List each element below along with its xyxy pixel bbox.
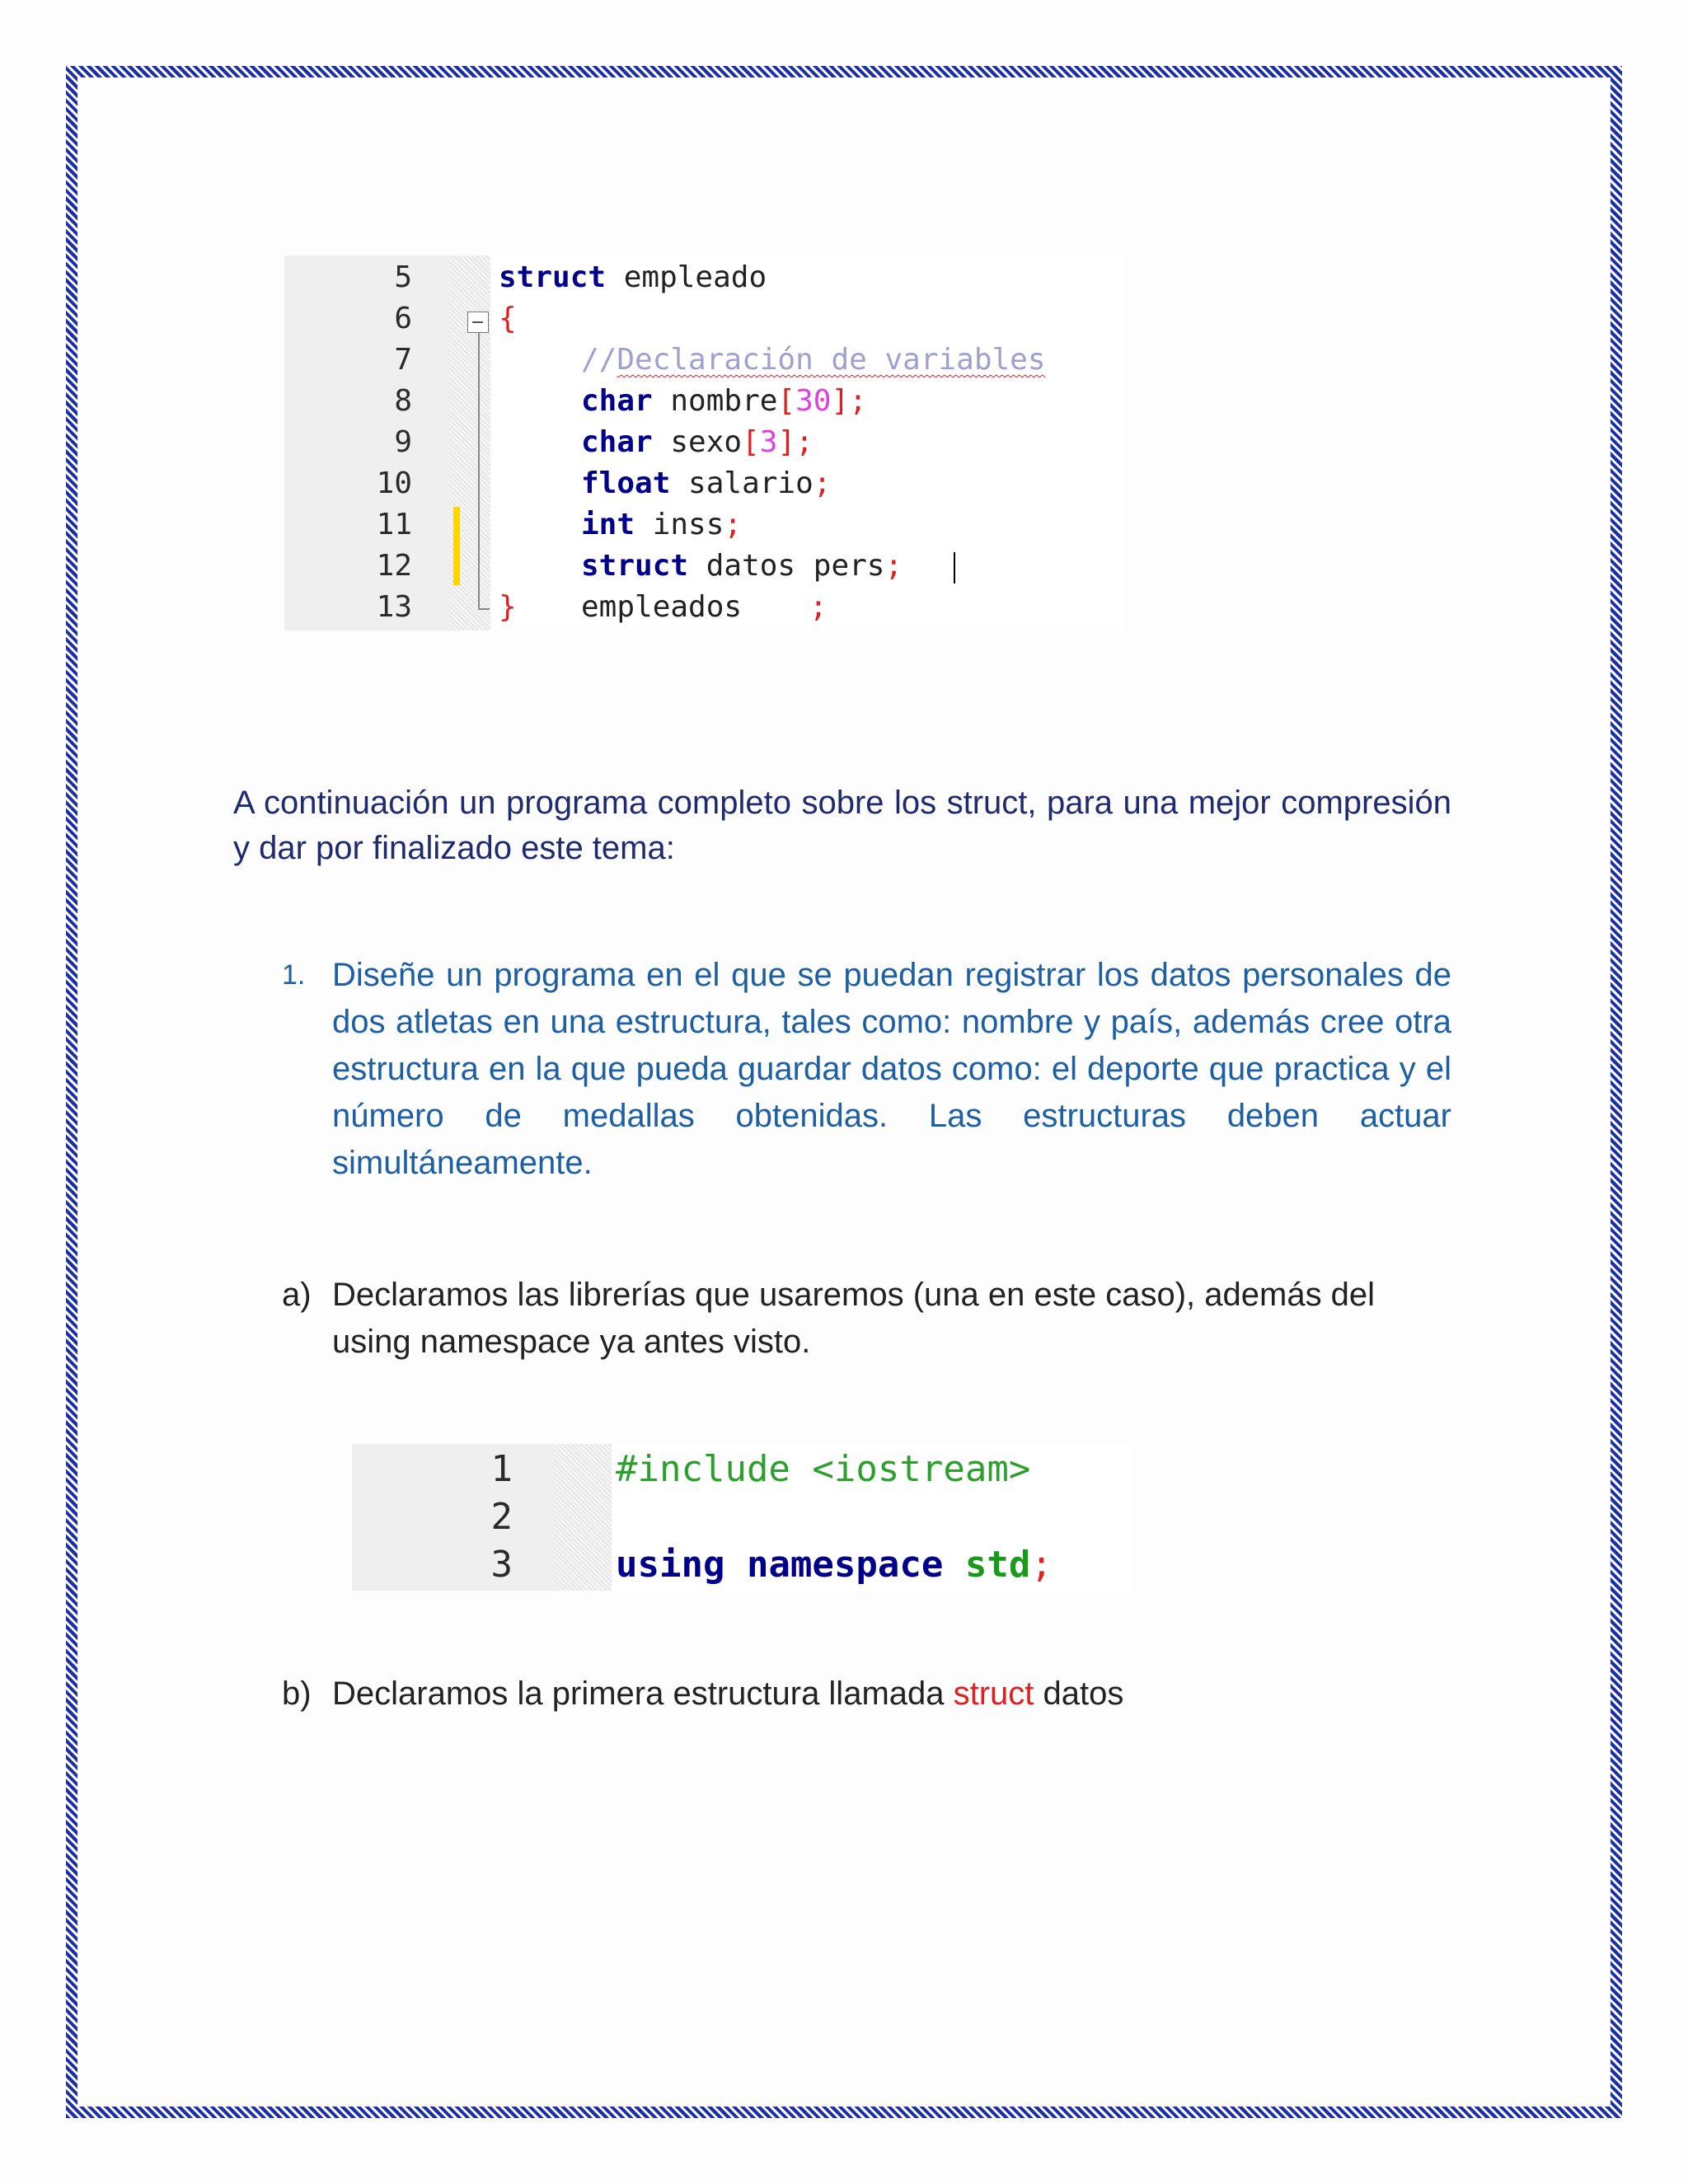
code-line-8: char nombre[30];	[581, 384, 867, 418]
line-number: 11	[376, 508, 412, 541]
list-marker-1: 1.	[282, 959, 306, 991]
line-number: 3	[490, 1544, 513, 1586]
code-line-10: float salario;	[581, 466, 832, 500]
step-a-marker: a)	[282, 1277, 312, 1313]
code-line-5: struct empleado	[499, 260, 767, 294]
step-a-paragraph: Declaramos las librerías que usaremos (una en este caso), además del using namespace ya antes visto.	[332, 1277, 1376, 1360]
using-line: using namespace std;	[616, 1544, 1053, 1586]
change-marker	[453, 507, 460, 585]
intro-paragraph: A continuación un programa completo sobre los struct, para una mejor compresión y dar por finalizado este tema:	[233, 785, 1451, 866]
line-number: 12	[376, 549, 412, 583]
line-number: 7	[394, 343, 412, 377]
code-block-include	[352, 1444, 1133, 1591]
code-line-13: }	[499, 590, 517, 624]
code-block-struct	[284, 255, 1125, 630]
code-line-7: //Declaración de variables	[581, 343, 1046, 377]
line-number: 5	[394, 260, 412, 294]
code-line-12: struct datos pers;	[581, 549, 903, 583]
line-number: 9	[394, 425, 412, 459]
step-b-paragraph: Declaramos la primera estructura llamada struct datos	[332, 1675, 1124, 1712]
fold-guide-line	[478, 333, 480, 610]
fold-guide-end	[478, 608, 490, 610]
step-b-marker: b)	[282, 1675, 312, 1712]
code-line-11: int inss;	[581, 508, 743, 541]
line-number: 1	[490, 1448, 513, 1490]
line-number: 6	[394, 302, 412, 335]
include-line: #include <iostream>	[616, 1448, 1031, 1490]
code-line-13-name: empleados	[581, 590, 743, 624]
code-line-9: char sexo[3];	[581, 425, 814, 459]
line-number: 8	[394, 384, 412, 418]
line-number: 10	[376, 466, 412, 500]
fold-collapse-icon[interactable]	[467, 312, 489, 333]
gutter-margin	[554, 1444, 612, 1591]
struct-keyword: struct	[953, 1675, 1034, 1712]
task-paragraph: Diseñe un programa en el que se puedan registrar los datos personales de dos atletas en una estructura, tales como: nombre y país, además cree otra estructura en la que pueda guardar datos como: el deporte que practica y el número de medallas obtenidas. Las estructuras deben actuar simultáneamente.	[332, 957, 1451, 1181]
code-line-6: {	[499, 302, 517, 335]
line-number: 2	[490, 1496, 513, 1538]
text-caret	[954, 552, 955, 583]
code-line-13-semi: ;	[809, 590, 828, 624]
line-number: 13	[376, 590, 412, 624]
